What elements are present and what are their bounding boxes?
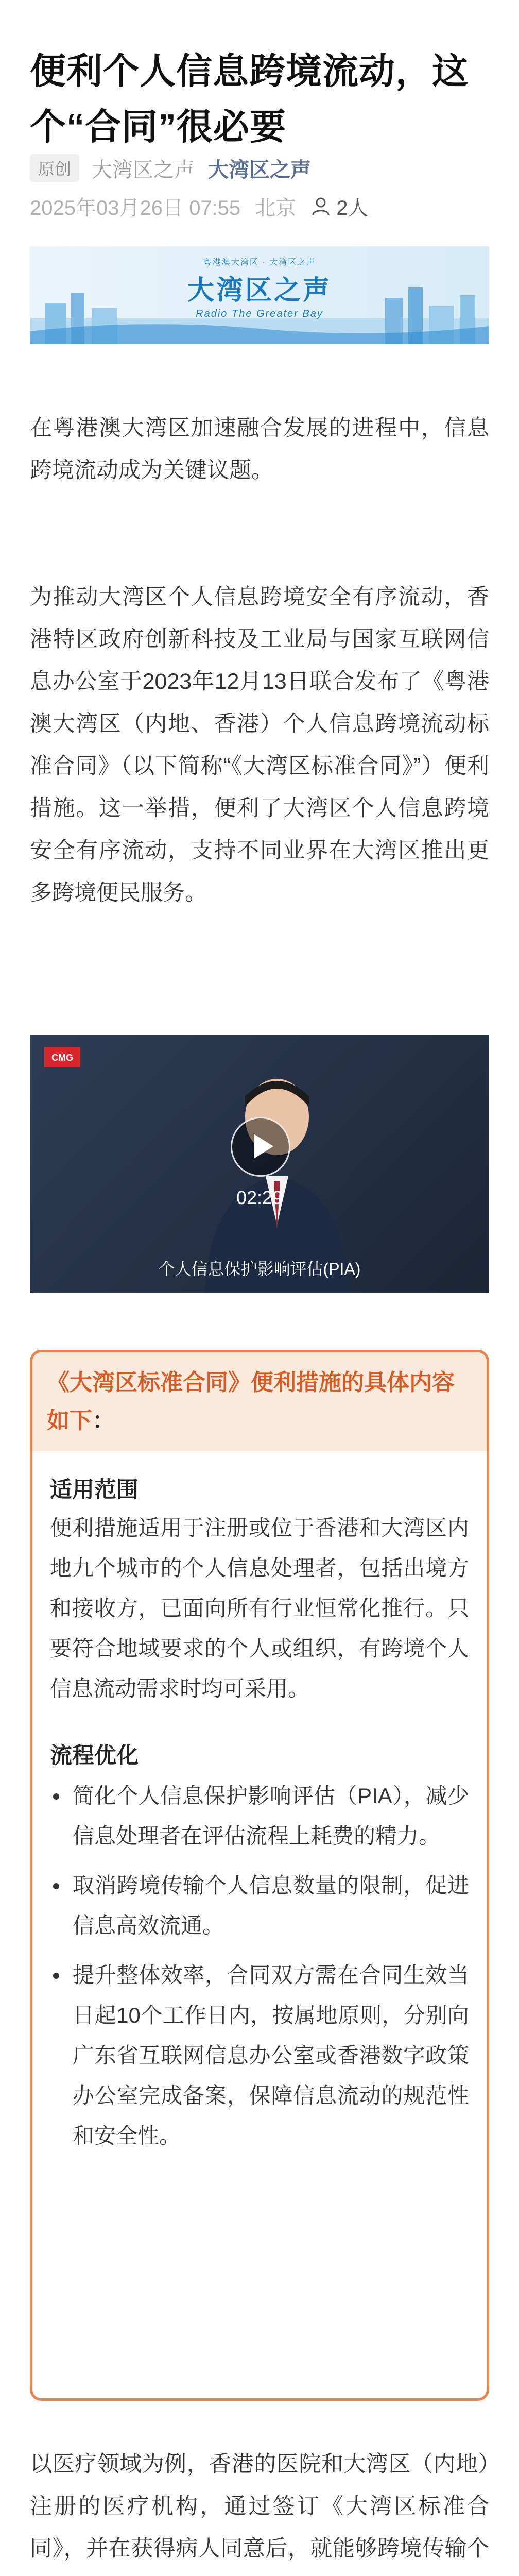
list-item: 取消跨境传输个人信息数量的限制，促进信息高效流通。 [50,1866,469,1946]
article-meta [30,151,311,184]
measures-heading-colon: ： [92,1408,115,1433]
cmg-logo-text: CMG [51,1053,73,1063]
list-item: 简化个人信息保护影响评估（PIA），减少信息处理者在评估流程上耗费的精力。 [50,1776,469,1856]
flow-section [32,1738,487,2156]
paragraph-background: 为推动大湾区个人信息跨境安全有序流动，香港特区政府创新科技及工业局与国家互联网信息办公室于2023年12月13日联合发布了《粤港澳大湾区（内地、香港）个人信息跨境流动标准合同》（以下简称“《大湾区标准合同》”）便利措施。这一举措，便利了大湾区个人信息跨境安全有序流动，支持不同业界在大湾区推出更多跨境便民服务。 [30,585,489,905]
reader-count: 2人 [336,196,369,219]
banner-small-text: 粤港澳大湾区 · 大湾区之声 [203,258,316,267]
scope-section [32,1472,487,1709]
person-icon [310,196,331,216]
scope-title: 适用范围 [50,1478,139,1502]
article-title: 便利个人信息跨境流动，这个“合同”很必要 [30,51,469,147]
banner-text [30,256,489,320]
list-item: 提升整体效率，合同双方需在合同生效当日起10个工作日内，按属地原则，分别向广东省互联网信息办公室或香港数字政策办公室完成备案，保障信息流动的规范性和安全性。 [50,1955,469,2156]
publish-location: 北京 [255,196,297,219]
article-source: 大湾区之声 [92,158,195,181]
flow-title: 流程优化 [50,1743,139,1768]
measures-heading [32,1352,487,1451]
cmg-logo-icon [44,1047,80,1067]
paragraph-intro: 在粤港澳大湾区加速融合发展的进程中，信息跨境流动成为关键议题。 [30,416,489,483]
video-caption: 个人信息保护影响评估(PIA) [158,1260,361,1278]
banner-logo-text: 大湾区之声 [187,276,332,306]
header-banner [30,246,489,344]
paragraph-medical: 以医疗领域为例，香港的医院和大湾区（内地）注册的医疗机构，通过签订《大湾区标准合同》，并在获得病人同意后，就能够跨境传输个 [30,2452,489,2561]
measures-heading-text: 《大湾区标准合同》便利措施的具体内容如下 [47,1370,455,1433]
publish-time: 2025年03月26日 07:55 [30,196,241,219]
measures-box [30,1350,489,2401]
flow-bullet-list [50,1776,469,2156]
video-player[interactable] [30,1035,489,1293]
scope-body: 便利措施适用于注册或位于香港和大湾区内地九个城市的个人信息处理者，包括出境方和接收方，已面向所有行业恒常化推行。只要符合地域要求的个人或组织，有跨境个人信息流动需求时均可采用。 [50,1516,469,1701]
play-button[interactable] [231,1117,290,1177]
video-duration: 02:29 [236,1187,283,1208]
original-badge: 原创 [30,154,79,182]
account-link[interactable]: 大湾区之声 [208,158,312,181]
article-submeta [30,191,383,222]
banner-english-text: Radio The Greater Bay [196,308,323,319]
